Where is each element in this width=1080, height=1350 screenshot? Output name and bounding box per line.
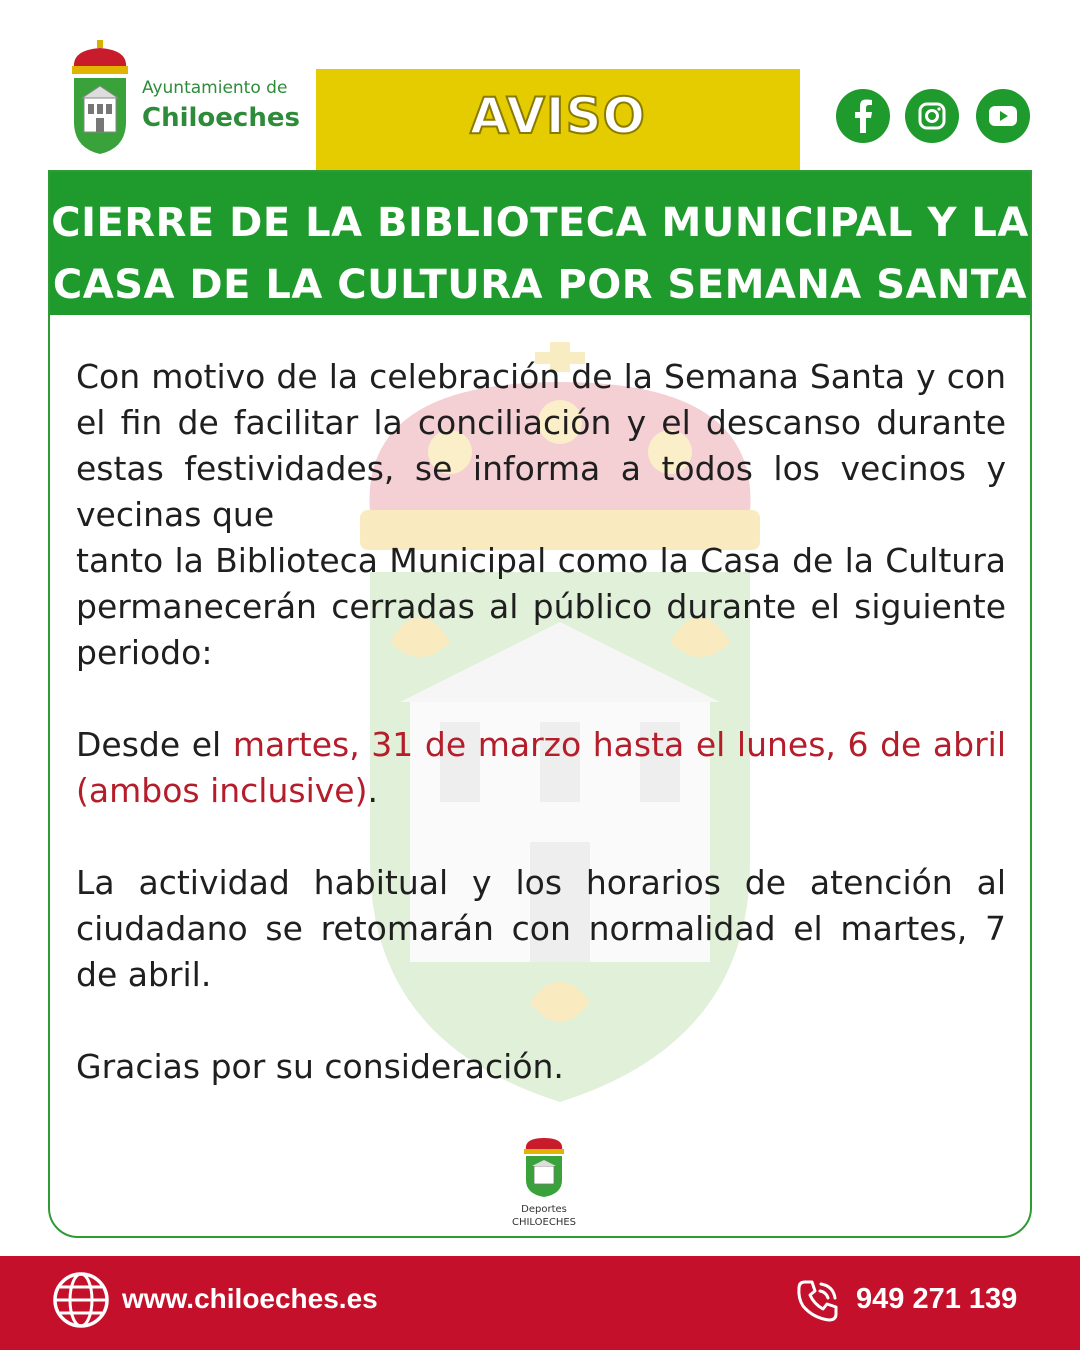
footer	[0, 1256, 1080, 1350]
website-link[interactable]: www.chiloeches.es	[122, 1283, 378, 1314]
period-suffix: .	[367, 771, 378, 810]
notice-card	[48, 170, 1032, 1238]
notice-body	[76, 354, 1006, 1090]
logo-line-2: Chiloeches	[142, 103, 300, 133]
notice-title	[50, 192, 1030, 316]
phone-number[interactable]: 949 271 139	[856, 1283, 1018, 1315]
aviso-banner	[316, 69, 800, 171]
instagram-icon[interactable]	[905, 89, 959, 143]
deportes-badge-logo	[518, 1134, 570, 1198]
header	[0, 0, 1080, 170]
period-prefix: Desde el	[76, 725, 233, 764]
globe-icon	[52, 1271, 110, 1329]
body-paragraph-1: Con motivo de la celebración de la Semana Santa y con el fin de facilitar la conciliación y el descanso durante estas festividades, se informa a todos los vecinos y vecinas que	[76, 357, 1006, 534]
aviso-label: AVISO	[469, 87, 647, 145]
youtube-icon[interactable]	[976, 89, 1030, 143]
coat-of-arms-logo	[68, 38, 132, 156]
body-paragraph-3	[76, 722, 1006, 814]
body-paragraph-5: Gracias por su consideración.	[76, 1047, 564, 1086]
title-band	[50, 172, 1030, 315]
body-paragraph-4: La actividad habitual y los horarios de atención al ciudadano se retomarán con normalidad el martes, 7 de abril.	[76, 863, 1006, 994]
logo-line-1: Ayuntamiento de	[142, 78, 288, 98]
badge-label-2: CHILOECHES	[511, 1217, 577, 1228]
title-line-2: CASA DE LA CULTURA POR SEMANA SANTA	[52, 262, 1028, 308]
closure-period: martes, 31 de marzo hasta el lunes, 6 de abril (ambos inclusive)	[76, 725, 1006, 810]
badge-label-1: Deportes	[521, 1204, 567, 1215]
facebook-icon[interactable]	[836, 89, 890, 143]
title-line-1: CIERRE DE LA BIBLIOTECA MUNICIPAL Y LA	[51, 200, 1029, 246]
municipality-name	[142, 80, 300, 131]
phone-icon	[795, 1278, 841, 1324]
body-paragraph-2: tanto la Biblioteca Municipal como la Casa de la Cultura permanecerán cerradas al público durante el siguiente periodo:	[76, 541, 1006, 672]
